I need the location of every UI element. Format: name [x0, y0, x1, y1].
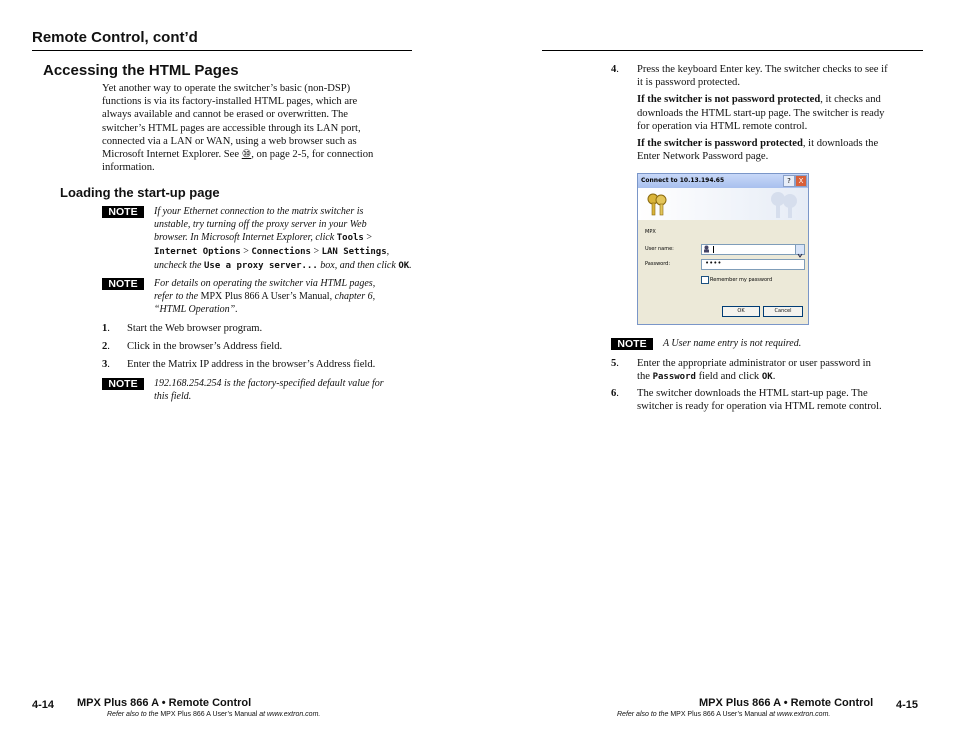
note-default-ip: 192.168.254.254 is the factory-specified default value for this field. — [154, 378, 384, 402]
footer-ref-left: Refer also to the MPX Plus 866 A User’s Manual at www.extron.com. — [107, 711, 321, 718]
note-badge: NOTE — [102, 378, 144, 390]
step-6: 6. The switcher downloads the HTML start-up page. The switcher is ready for operation via HTML remote control. — [611, 388, 882, 413]
intro-line: information. — [102, 162, 155, 174]
user-icon — [703, 245, 710, 253]
running-header: Remote Control, cont’d — [32, 29, 198, 46]
username-field[interactable] — [701, 244, 805, 255]
header-rule-left — [32, 50, 412, 51]
list-item: 1. Start the Web browser program. — [102, 323, 263, 334]
field-password-ref: Password — [652, 372, 696, 383]
circled-numeral-10-icon: ⑩ — [241, 149, 252, 161]
menu-tools: Tools — [336, 233, 364, 243]
intro-line: Microsoft Internet Explorer. See ⑩, on page 2-5, for connection — [102, 149, 374, 161]
menu-internet-options: Internet Options — [154, 247, 241, 257]
password-label: Password: — [645, 261, 671, 267]
password-value: •••• — [705, 259, 722, 267]
intro-line: switcher’s HTML pages are accessible through its LAN port, — [102, 122, 361, 134]
page-number-left: 4-14 — [32, 699, 55, 711]
dialog-banner — [638, 188, 808, 220]
step-4: 4. Press the keyboard Enter key. The switcher checks to see if it is password protected. If the switcher is not password protected, it checks and downloads the HTML start-up page. The switcher is ready for operation via HTML remote control. If the switcher is password protected, it downloads the Enter Network Password page. — [611, 64, 888, 163]
ok-button[interactable]: OK — [722, 306, 760, 317]
keys-watermark-icon — [764, 189, 804, 219]
button-ok-ref: OK — [398, 261, 410, 271]
keys-icon — [644, 191, 670, 217]
note-proxy: If your Ethernet connection to the matrix switcher is unstable, try turning off the proxy server in your Web browser. In Microsoft Internet Explorer, click Tools > Internet Options > Connections > LAN Settings, uncheck the Use a proxy server... box, and then click OK. — [154, 206, 412, 271]
password-field[interactable] — [701, 259, 805, 270]
dialog-titlebar: Connect to 10.13.194.65 ? X — [638, 174, 808, 188]
intro-line: functions is via its factory-installed HTML pages, which are — [102, 96, 358, 108]
intro-line: Yet another way to operate the switcher’s basic (non-DSP) — [102, 83, 351, 94]
footer-title-right: MPX Plus 866 A • Remote Control — [699, 697, 874, 709]
note-badge: NOTE — [102, 278, 144, 290]
header-rule-right — [542, 50, 923, 51]
steps-list — [102, 322, 432, 376]
dialog-realm: MPX — [645, 229, 656, 235]
cancel-button[interactable]: Cancel — [763, 306, 803, 317]
help-button[interactable]: ? — [783, 175, 795, 187]
connect-dialog — [637, 173, 809, 325]
button-ok-ref: OK — [761, 372, 773, 383]
page-number-right: 4-15 — [896, 699, 919, 711]
menu-lan-settings: LAN Settings — [321, 247, 387, 257]
username-label: User name: — [645, 246, 674, 252]
list-item: 3. Enter the Matrix IP address in the browser’s Address field. — [102, 359, 376, 370]
step-5: 5. Enter the appropriate administrator or user password in the Password field and click OK. — [611, 358, 871, 383]
option-use-proxy: Use a proxy server... — [203, 261, 318, 271]
intro-line: connected via a LAN or WAN, using a web browser such as — [102, 135, 357, 147]
intro-line: always available and cannot be erased or overwritten. The — [102, 109, 349, 121]
list-item: 2. Click in the browser’s Address field. — [102, 341, 283, 352]
note-badge: NOTE — [611, 338, 653, 350]
section-title: Accessing the HTML Pages — [43, 62, 239, 79]
note-manual-ref: For details on operating the switcher via HTML pages, refer to the MPX Plus 866 A User’s Manual, chapter 6, “HTML Operation”. — [154, 278, 376, 315]
subsection-title: Loading the start-up page — [60, 185, 220, 200]
note-username-optional: A User name entry is not required. — [663, 338, 802, 349]
menu-connections: Connections — [251, 247, 311, 257]
username-dropdown-button[interactable] — [795, 245, 804, 254]
footer-ref-right: Refer also to the MPX Plus 866 A User’s Manual at www.extron.com. — [617, 711, 831, 718]
remember-label: Remember my password — [710, 277, 773, 283]
intro-paragraph — [102, 82, 422, 174]
text-cursor — [713, 246, 714, 253]
remember-checkbox[interactable] — [701, 276, 709, 284]
close-button[interactable]: X — [795, 175, 807, 187]
footer-title-left: MPX Plus 866 A • Remote Control — [77, 697, 252, 709]
note-badge: NOTE — [102, 206, 144, 218]
